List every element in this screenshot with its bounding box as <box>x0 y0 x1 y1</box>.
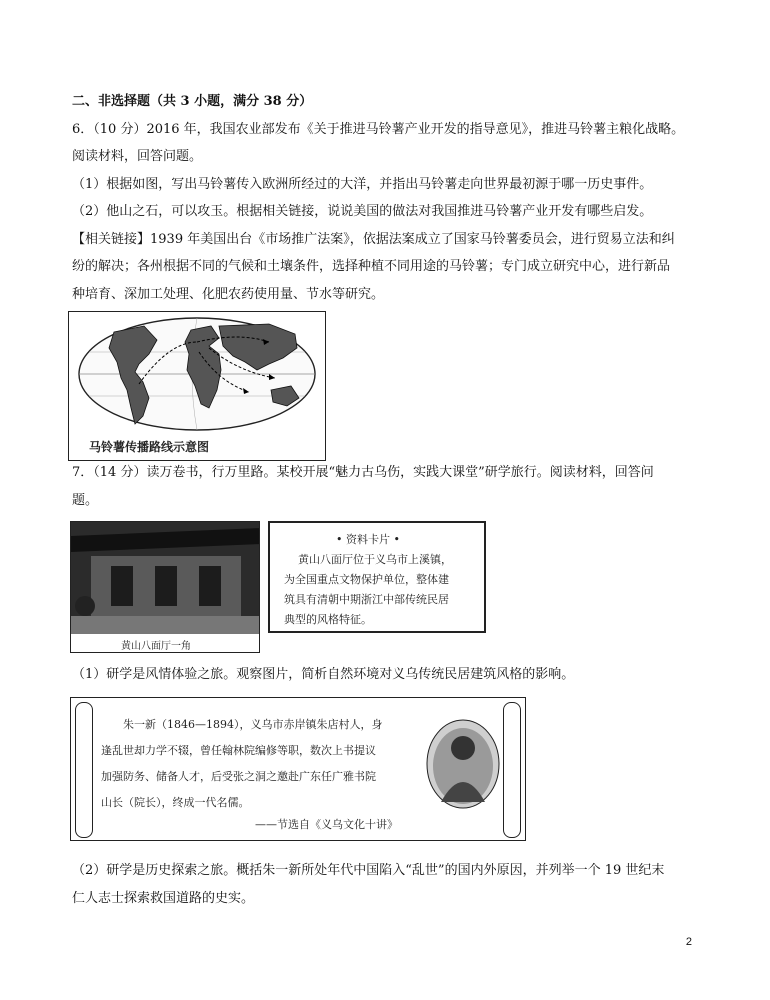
section-title: 二、非选择题（共 3 小题，满分 38 分） <box>72 94 313 109</box>
q6-link-line3: 种培育、深加工处理、化肥农药使用量、节水等研究。 <box>72 287 385 302</box>
q7-sub1: （1）研学是风情体验之旅。观察图片，简析自然环境对义乌传统民居建筑风格的影响。 <box>72 667 575 682</box>
scroll-line-3: 加强防务、储备人才，后受张之洞之邀赴广东任广雅书院 <box>101 770 376 783</box>
scroll-source: ——节选自《义乌文化十讲》 <box>255 818 398 831</box>
card-line-1: 黄山八面厅位于义乌市上溪镇， <box>298 553 452 566</box>
card-line-2: 为全国重点文物保护单位，整体建 <box>284 573 449 586</box>
huangshan-hall-photo <box>70 521 260 653</box>
scroll-right-roll <box>503 702 521 838</box>
scroll-line-4: 山长（院长），终成一代名儒。 <box>101 796 250 809</box>
card-title: • 资料卡片 • <box>336 533 400 546</box>
biography-scroll <box>70 697 526 841</box>
q7-line2: 题。 <box>72 493 99 508</box>
q7-sub2-line1: （2）研学是历史探索之旅。概括朱一新所处年代中国陷入“乱世”的国内外原因，并列举一个 19 世纪末 <box>72 863 665 878</box>
map-caption: 马铃薯传播路线示意图 <box>89 440 210 454</box>
q6-line2: 阅读材料，回答问题。 <box>72 149 203 164</box>
potato-spread-map <box>68 311 326 461</box>
q6-sub1: （1）根据如图，写出马铃薯传入欧洲所经过的大洋，并指出马铃薯走向世界最初源于哪一历史事件。 <box>72 177 653 192</box>
photo-caption: 黄山八面厅一角 <box>121 641 191 652</box>
q6-sub2: （2）他山之石，可以攻玉。根据相关链接，说说美国的做法对我国推进马铃薯产业开发有哪些启发。 <box>72 204 653 219</box>
page-number: 2 <box>685 936 692 948</box>
q6-link-line1: 【相关链接】1939 年美国出台《市场推广法案》，依据法案成立了国家马铃薯委员会，进行贸易立法和纠 <box>72 232 675 247</box>
scroll-line-2: 逢乱世却力学不辍，曾任翰林院编修等职，数次上书提议 <box>101 744 376 757</box>
q6-line1: 6．（10 分）2016 年，我国农业部发布《关于推进马铃薯产业开发的指导意见》，推进马铃薯主粮化战略。 <box>72 122 685 137</box>
scroll-left-roll <box>75 702 93 838</box>
q6-link-line2: 纷的解决；各州根据不同的气候和土壤条件，选择种植不同用途的马铃薯；专门成立研究中心，进行新品 <box>72 259 671 274</box>
portrait-image <box>425 718 501 810</box>
q7-line1: 7．（14 分）读万卷书，行万里路。某校开展“魅力古乌伤，实践大课堂”研学旅行。阅读材料，回答问 <box>72 465 654 480</box>
q7-sub2-line2: 仁人志士探索救国道路的史实。 <box>72 891 255 906</box>
hall-photo-drawing <box>71 522 260 634</box>
card-line-3: 筑具有清朝中期浙江中部传统民居 <box>284 593 449 606</box>
card-line-4: 典型的风格特征。 <box>284 613 372 626</box>
info-card <box>268 521 486 633</box>
scroll-line-1: 朱一新（1846—1894），义乌市赤岸镇朱店村人，身 <box>123 718 383 731</box>
